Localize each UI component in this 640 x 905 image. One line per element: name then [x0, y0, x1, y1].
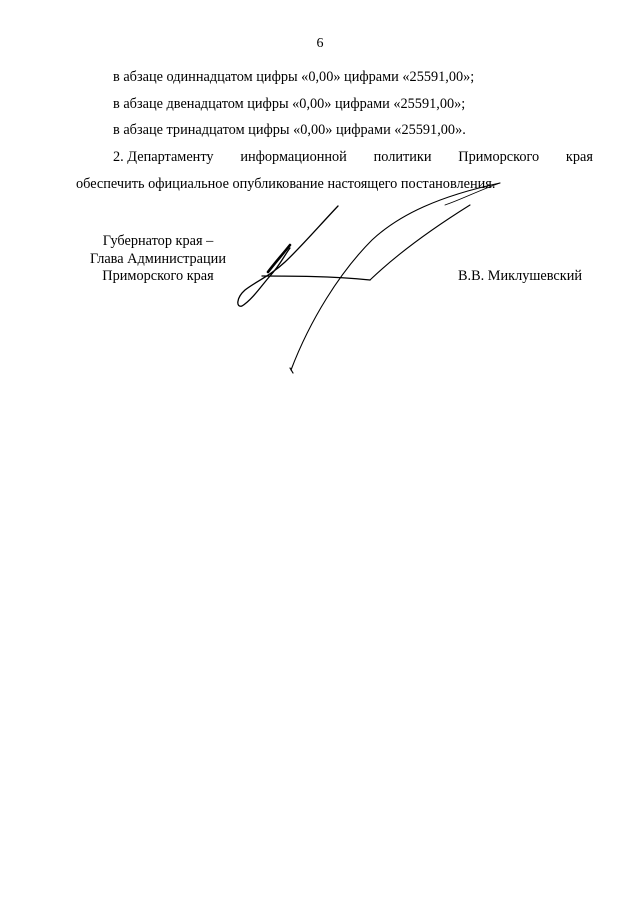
signer-position [78, 233, 238, 286]
signer-name: В.В. Миклушевский [458, 268, 583, 284]
paragraph-line-1: в абзаце одиннадцатом цифры «0,00» цифрами «25591,00»; [113, 69, 475, 85]
paragraph-line-3: в абзаце тринадцатом цифры «0,00» цифрами «25591,00». [113, 122, 466, 138]
paragraph-item-2-second-line: обеспечить официальное опубликование настоящего постановления. [76, 176, 496, 192]
word-3: политики [373, 149, 432, 165]
paragraph-item-2-first-line [113, 150, 593, 164]
word-4: Приморского [458, 149, 540, 165]
word-2: информационной [240, 149, 347, 165]
signer-position-line-1: Губернатор края – [102, 233, 214, 249]
signer-position-line-3: Приморского края [102, 268, 214, 284]
word-5: края [565, 149, 593, 165]
page-number: 6 [316, 36, 324, 51]
paragraph-line-2: в абзаце двенадцатом цифры «0,00» цифрами «25591,00»; [113, 96, 466, 112]
signer-position-line-2: Глава Администрации [90, 250, 226, 267]
word-1: 2. Департаменту [113, 149, 214, 165]
